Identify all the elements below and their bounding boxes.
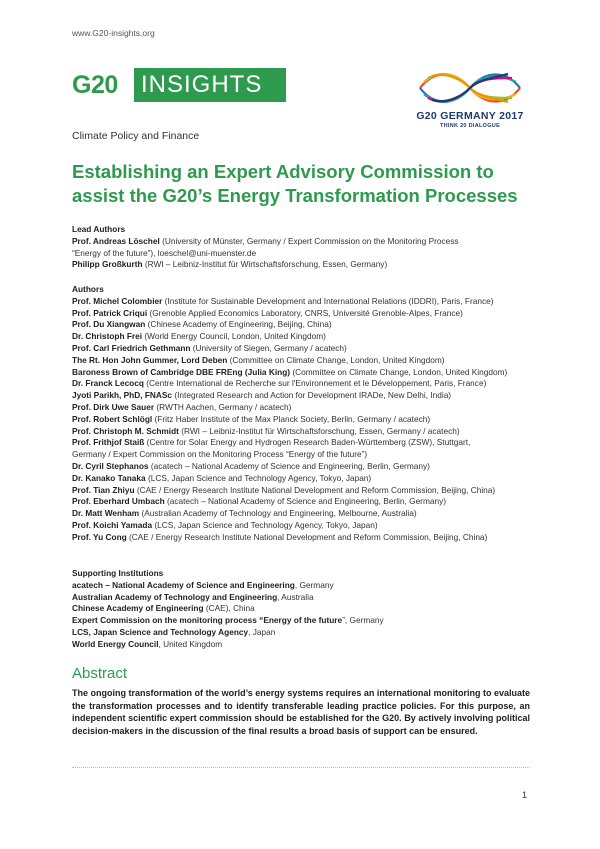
logo-insights: INSIGHTS (134, 68, 286, 102)
author-line: Germany / Expert Commission on the Monitoring Process “Energy of the future”) (72, 449, 368, 460)
category-label: Climate Policy and Finance (72, 130, 200, 142)
author-line: Dr. Kanako Tanaka (LCS, Japan Science and Technology Agency, Tokyo, Japan) (72, 472, 372, 483)
institution-line: acatech – National Academy of Science and Engineering, Germany (72, 579, 334, 590)
institution-line: World Energy Council, United Kingdom (72, 638, 223, 649)
author-line: Jyoti Parikh, PhD, FNASc (Integrated Research and Action for Development IRADe, New Delhi, India) (72, 390, 452, 401)
author-line: Baroness Brown of Cambridge DBE FREng (Julia King) (Committee on Climate Change, London, United Kingdom) (72, 366, 508, 377)
author-line: “Energy of the future”), loeschel@uni-muenster.de (72, 247, 257, 258)
author-line: Prof. Yu Cong (CAE / Energy Research Institute National Development and Reform Commission, Beijing, China) (72, 531, 488, 542)
institution-line: Australian Academy of Technology and Engineering, Australia (72, 591, 314, 602)
author-line: Dr. Matt Wenham (Australian Academy of Technology and Engineering, Melbourne, Australia) (72, 508, 417, 519)
g20-germany-title: G20 GERMANY 2017 (416, 110, 524, 122)
abstract-heading: Abstract (72, 665, 128, 682)
author-line: Prof. Christoph M. Schmidt (RWI – Leibniz-Institut für Wirtschaftsforschung, Essen, Germany / acatech) (72, 425, 460, 436)
author-line: Prof. Eberhard Umbach (acatech – National Academy of Science and Engineering, Berlin, Germany) (72, 496, 446, 507)
institution-line: LCS, Japan Science and Technology Agency, Japan (72, 626, 276, 637)
author-line: Dr. Cyril Stephanos (acatech – National Academy of Science and Engineering, Berlin, Germany) (72, 460, 430, 471)
g20-knot-icon (414, 68, 526, 108)
authors-heading: Authors (72, 284, 104, 294)
author-line: Prof. Frithjof Staiß (Centre for Solar Energy and Hydrogen Research Baden-Württemberg (ZSW), Stuttgart, (72, 437, 471, 448)
author-line: Philipp Großkurth (RWI – Leibniz-Institut für Wirtschaftsforschung, Essen, Germany) (72, 259, 388, 270)
footer-divider (72, 767, 530, 768)
g20-insights-logo (72, 68, 286, 102)
institution-line: Expert Commission on the monitoring process “Energy of the future”, Germany (72, 615, 384, 626)
logo-g20: G20 (72, 68, 134, 102)
abstract-text: The ongoing transformation of the world’s energy systems requires an international monitoring to evaluate the transformation processes and to identify transferable leading practice policies. For this purpose, an independent scientific expert commission should be established for the G20. By actively involving political decision-makers in the discussion of the final results a broad basis of support can be ensured. (72, 688, 530, 736)
author-line: Prof. Tian Zhiyu (CAE / Energy Research Institute National Development and Reform Commission, Beijing, China) (72, 484, 496, 495)
authors-section (72, 284, 542, 544)
lead-authors-heading: Lead Authors (72, 224, 126, 234)
author-line: Prof. Du Xiangwan (Chinese Academy of Engineering, Beijing, China) (72, 319, 332, 330)
g20-germany-logo (410, 68, 530, 129)
author-line: Prof. Andreas Löschel (University of Münster, Germany / Expert Commission on the Monitoring Process (72, 235, 459, 246)
author-line: Dr. Franck Lecocq (Centre International de Recherche sur l'Environnement et le Développement, Paris, France) (72, 378, 487, 389)
think20-dialogue: THINK 20 DIALOGUE (439, 123, 501, 129)
document-title: Establishing an Expert Advisory Commission to assist the G20’s Energy Transformation Processes (72, 161, 518, 206)
author-line: Prof. Michel Colombier (Institute for Sustainable Development and International Relations (IDDRI), Paris, France) (72, 295, 494, 306)
header-url[interactable]: www.G20-insights.org (72, 28, 155, 38)
institution-line: Chinese Academy of Engineering (CAE), China (72, 603, 255, 614)
author-line: Prof. Dirk Uwe Sauer (RWTH Aachen, Germany / acatech) (72, 401, 292, 412)
author-line: Prof. Koichi Yamada (LCS, Japan Science and Technology Agency, Tokyo, Japan) (72, 519, 378, 530)
institutions-section (72, 568, 542, 651)
page-number: 1 (522, 790, 528, 800)
institutions-heading: Supporting Institutions (72, 568, 164, 578)
author-line: Prof. Carl Friedrich Gethmann (University of Siegen, Germany / acatech) (72, 342, 347, 353)
author-line: The Rt. Hon John Gummer, Lord Deben (Committee on Climate Change, London, United Kingdom) (72, 354, 445, 365)
author-line: Prof. Patrick Criqui (Grenoble Applied Economics Laboratory, CNRS, Université Grenoble-Alpes, France) (72, 307, 463, 318)
author-line: Prof. Robert Schlögl (Fritz Haber Institute of the Max Planck Society, Berlin, Germany / acatech) (72, 413, 431, 424)
author-line: Dr. Christoph Frei (World Energy Council, London, United Kingdom) (72, 331, 326, 342)
lead-authors-section (72, 224, 542, 271)
